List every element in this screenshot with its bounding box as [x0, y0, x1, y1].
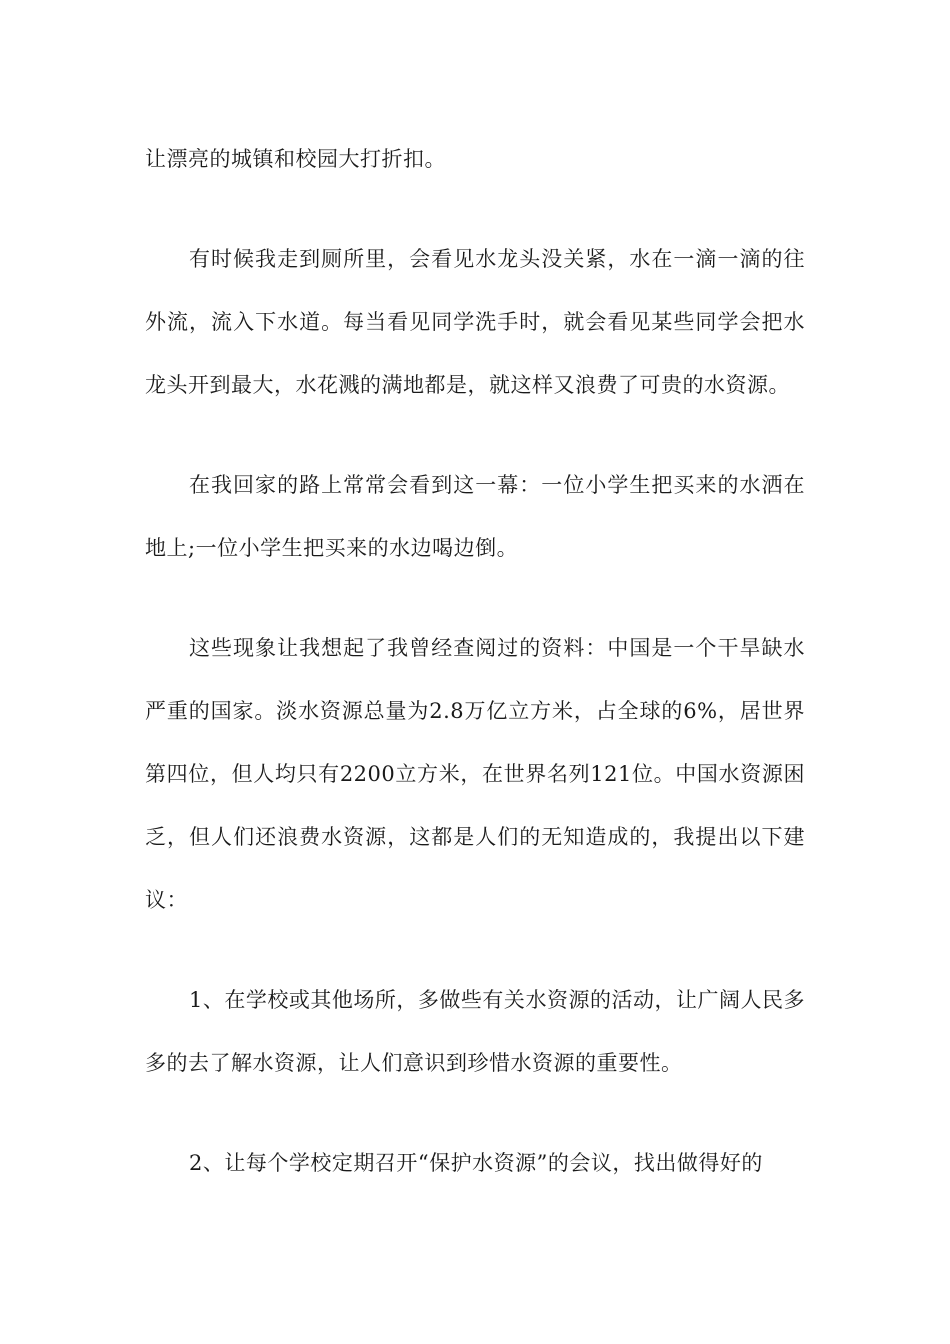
paragraph-way-home: 在我回家的路上常常会看到这一幕：一位小学生把买来的水洒在地上;一位小学生把买来的水边喝边倒。	[145, 473, 805, 560]
paragraph-suggestion-1: 1、在学校或其他场所，多做些有关水资源的活动，让广阔人民多多的去了解水资源，让人们意识到珍惜水资源的重要性。	[145, 988, 805, 1075]
paragraph-faucet: 有时候我走到厕所里，会看见水龙头没关紧，水在一滴一滴的往外流，流入下水道。每当看见同学洗手时，就会看见某些同学会把水龙头开到最大，水花溅的满地都是，就这样又浪费了可贵的水资源。	[145, 247, 805, 397]
document-body	[145, 128, 805, 1232]
paragraph-water-facts: 这些现象让我想起了我曾经查阅过的资料：中国是一个干旱缺水严重的国家。淡水资源总量为2.8万亿立方米，占全球的6%，居世界第四位，但人均只有2200立方米，在世界名列121位。中国水资源困乏，但人们还浪费水资源，这都是人们的无知造成的，我提出以下建议：	[145, 636, 805, 912]
paragraph-continuation: 让漂亮的城镇和校园大打折扣。	[145, 147, 446, 171]
paragraph-suggestion-2: 2、让每个学校定期召开“保护水资源”的会议，找出做得好的	[189, 1151, 763, 1175]
